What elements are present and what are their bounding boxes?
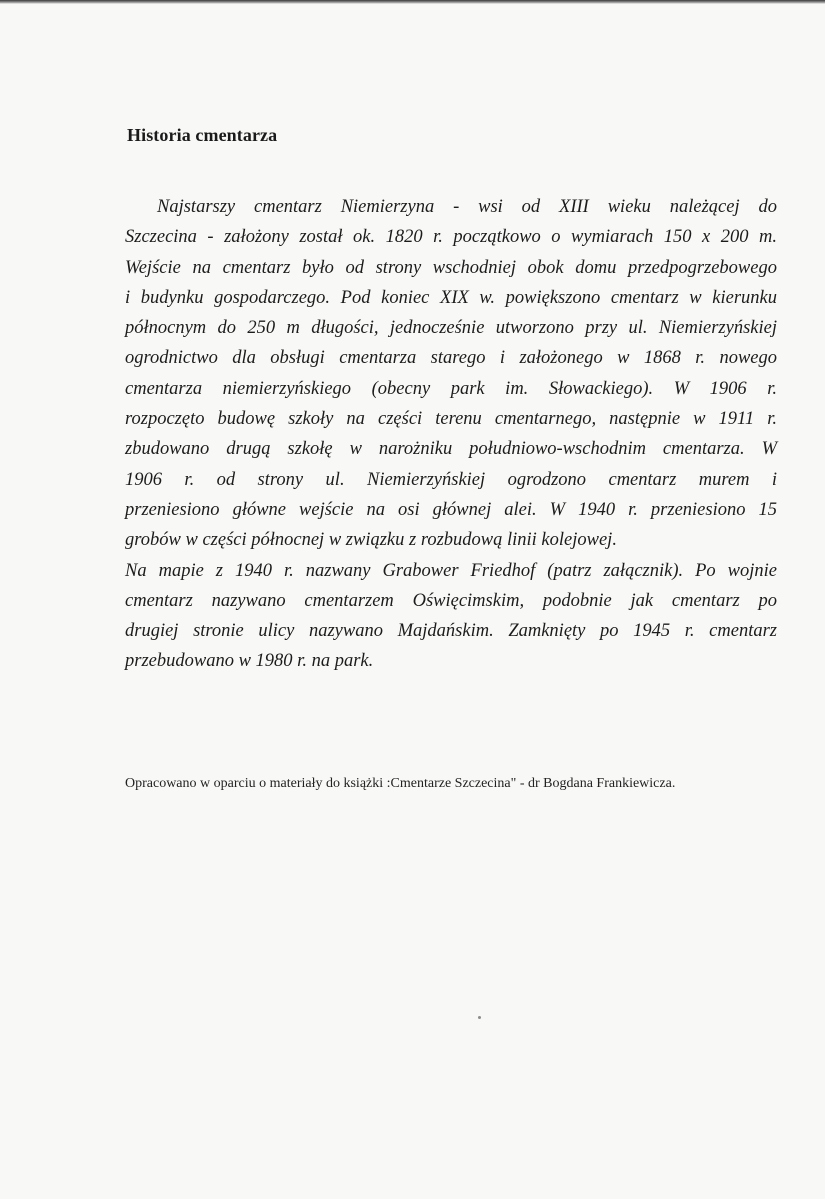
text-line: grobów w części północnej w związku z rozbudową linii kolejowej.	[125, 530, 617, 551]
source-note: Opracowano w oparciu o materiały do książki :Cmentarze Szczecina" - dr Bogdana Frankiewicza.	[125, 776, 676, 791]
page-title: Historia cmentarza	[127, 125, 278, 145]
text-line: 1906 r. od strony ul. Niemierzyńskiej ogrodzono cmentarz murem i	[125, 469, 777, 490]
text-line: przebudowano w 1980 r. na park.	[125, 651, 374, 672]
scan-speck	[478, 1016, 481, 1019]
text-line: Wejście na cmentarz było od strony wschodniej obok domu przedpogrzebowego	[125, 257, 777, 278]
text-line: zbudowano drugą szkołę w narożniku południowo-wschodnim cmentarza. W	[125, 439, 777, 460]
scan-top-edge	[0, 0, 825, 4]
paragraph-2	[125, 556, 777, 677]
body-text	[125, 192, 777, 677]
text-line: północnym do 250 m długości, jednocześnie utworzono przy ul. Niemierzyńskiej	[125, 318, 777, 339]
text-line: drugiej stronie ulicy nazywano Majdańskim. Zamknięty po 1945 r. cmentarz	[125, 621, 777, 642]
text-line: cmentarza niemierzyńskiego (obecny park im. Słowackiego). W 1906 r.	[125, 378, 777, 399]
text-line: Najstarszy cmentarz Niemierzyna - wsi od XIII wieku należącej do	[157, 197, 777, 217]
text-line: Na mapie z 1940 r. nazwany Grabower Friedhof (patrz załącznik). Po wojnie	[125, 560, 777, 581]
text-line: i budynku gospodarczego. Pod koniec XIX w. powiększono cmentarz w kierunku	[125, 287, 777, 308]
text-line: rozpoczęto budowę szkoły na części terenu cmentarnego, następnie w 1911 r.	[125, 409, 777, 430]
text-line: przeniesiono główne wejście na osi głównej alei. W 1940 r. przeniesiono 15	[125, 499, 777, 520]
text-line: Szczecina - założony został ok. 1820 r. początkowo o wymiarach 150 x 200 m.	[125, 227, 777, 248]
text-line: ogrodnictwo dla obsługi cmentarza starego i założonego w 1868 r. nowego	[125, 348, 777, 369]
text-line: cmentarz nazywano cmentarzem Oświęcimskim, podobnie jak cmentarz po	[125, 590, 777, 611]
paragraph-1	[125, 192, 777, 556]
